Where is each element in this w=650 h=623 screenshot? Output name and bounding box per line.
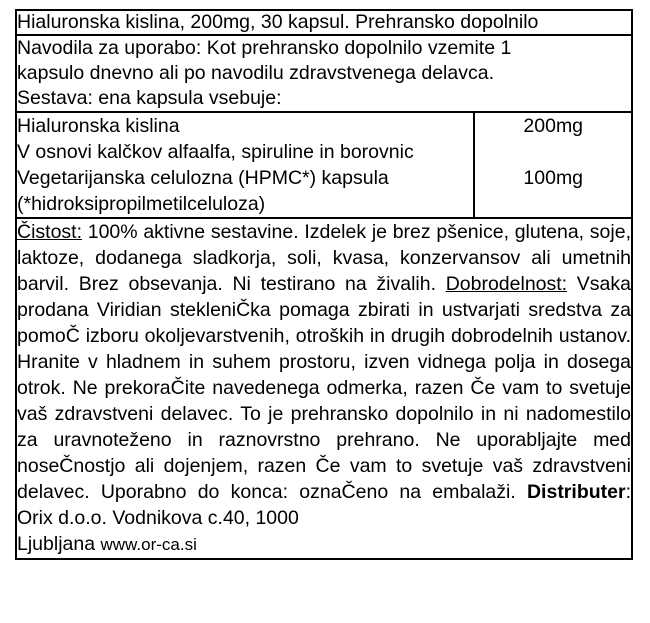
distributor-city: Ljubljana	[17, 533, 96, 555]
table-row-directions	[16, 35, 632, 112]
charity-heading: Dobrodelnost:	[445, 273, 568, 295]
body-paragraph	[17, 219, 631, 531]
ingredient-name-1: Hialuronska kislina	[17, 115, 180, 137]
ingredient-name-2: V osnovi kalčkov alfaalfa, spiruline in borovnic	[17, 141, 414, 163]
purity-text: 100% aktivne sestavine. Izdelek je brez pšenice, glutena, soje, laktoze, dodanega sladkorja, soli, kvasa, konzervansov ali umetnih barvil. Brez obsevanja. Ni testirano na živalih.	[17, 221, 631, 295]
ingredient-name-4: (*hidroksipropilmetilceluloza)	[17, 193, 266, 215]
directions-block	[16, 35, 632, 112]
table-row-body	[16, 218, 632, 559]
distributor-text: : Orix d.o.o. Vodnikova c.40, 1000	[17, 481, 631, 529]
directions-line-2: kapsulo dnevno ali po navodilu zdravstvenega delavca.	[17, 62, 494, 84]
supplement-facts-table	[15, 9, 633, 560]
ingredient-amount-1: 200mg	[523, 115, 584, 137]
product-title: Hialuronska kislina, 200mg, 30 kapsul. Prehransko dopolnilo	[16, 10, 632, 35]
directions-line-3: Sestava: ena kapsula vsebuje:	[17, 87, 282, 109]
charity-text: Vsaka prodana Viridian stekleniČka pomaga zbirati in ustvarjati sredstva za pomoČ izboru okoljevarstvenih, otroških in drugih dobrodelnih ustanov. Hranite v hladnem in suhem prostoru, izven vidnega polja in dosega otrok. Ne prekoraČite navedenega odmerka, razen Če vam to svetuje vaš zdravstveni delavec. To je prehransko dopolnilo in ni nadomestilo za uravnoteženo in raznovrstno prehrano. Ne uporabljajte med noseČnostjo ali dojenjem, razen Če vam to svetuje vaš zdravstveni delavec. Uporabno do konca: oznaČeno na embalaži.	[17, 273, 631, 503]
distributor-website: www.or-ca.si	[100, 535, 197, 554]
table-row-ingredients	[16, 112, 632, 218]
ingredients-list	[16, 112, 474, 218]
body-copy	[16, 218, 632, 559]
distributor-heading: Distributer	[526, 481, 626, 503]
ingredient-amounts	[474, 112, 632, 218]
ingredient-amount-3: 100mg	[523, 167, 584, 189]
directions-line-1: Navodila za uporabo: Kot prehransko dopolnilo vzemite 1	[17, 37, 512, 59]
table-row-title	[16, 10, 632, 35]
purity-heading: Čistost:	[17, 221, 83, 243]
ingredient-name-3: Vegetarijanska celulozna (HPMC*) kapsula	[17, 167, 389, 189]
body-last-line	[17, 531, 631, 558]
